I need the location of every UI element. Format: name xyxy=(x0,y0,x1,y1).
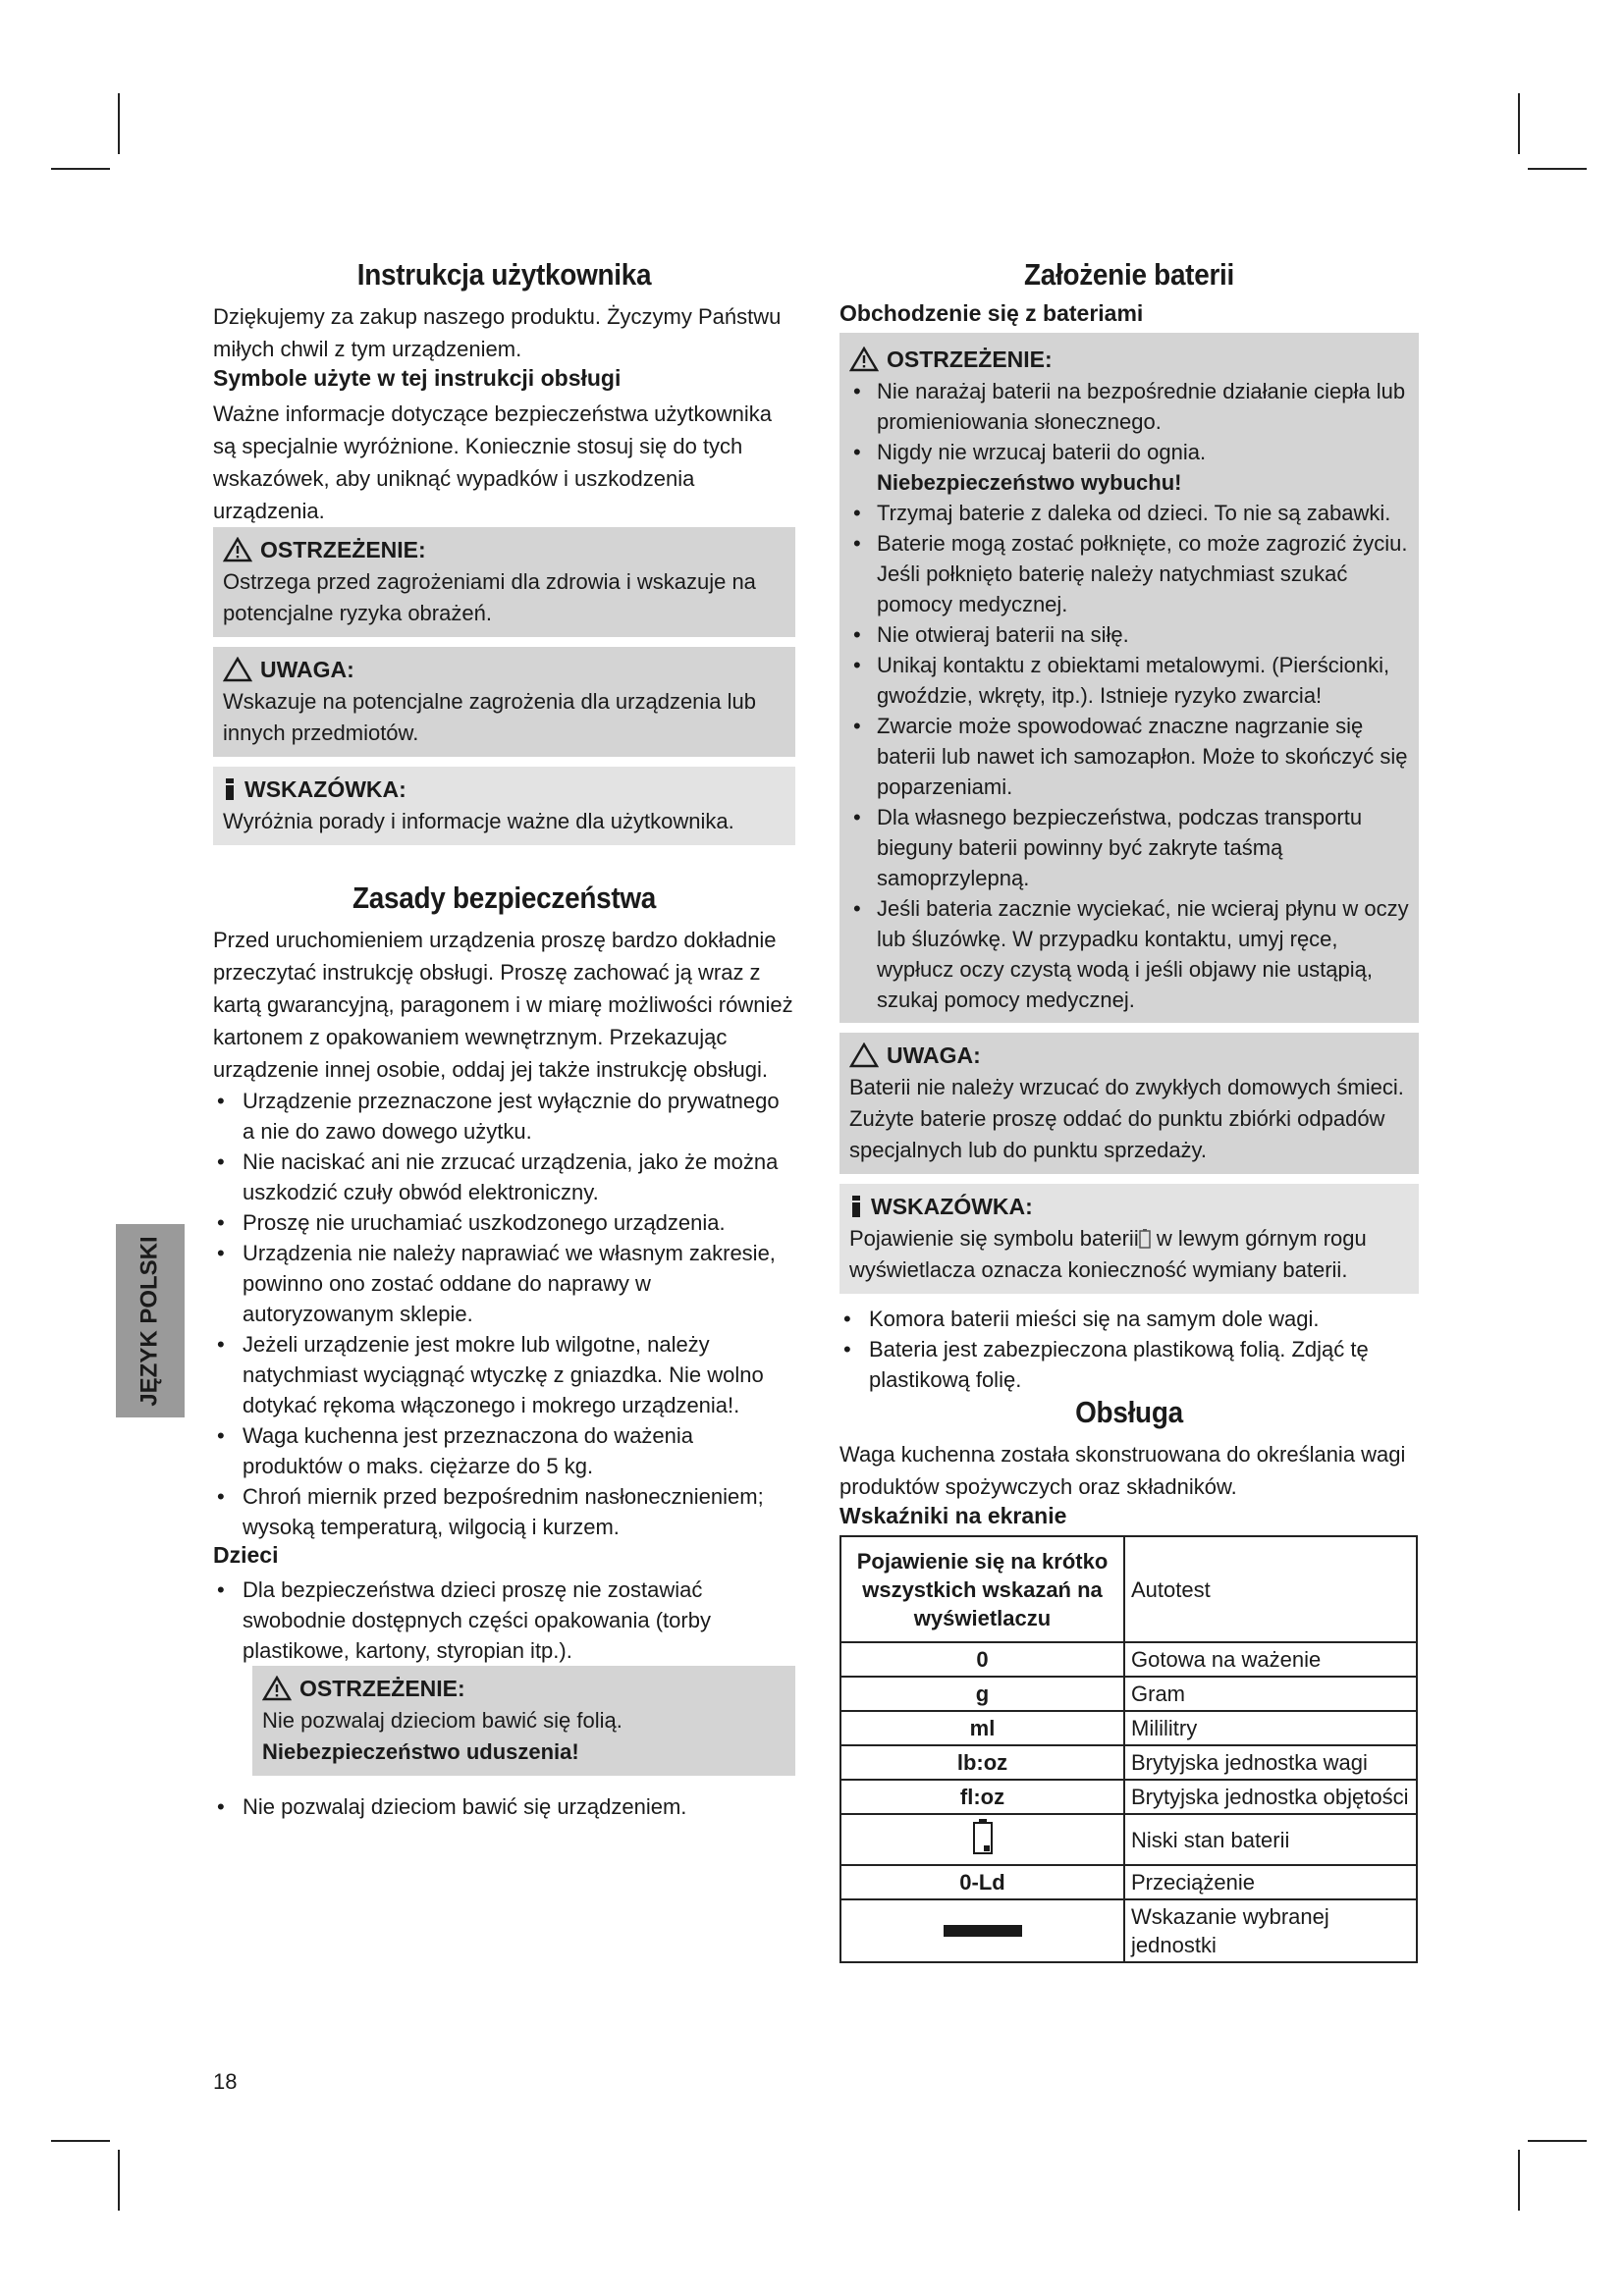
list-item: • Dla własnego bezpieczeństwa, podczas transportu bieguny baterii powinny być zakryte taśmą samoprzylepną. xyxy=(849,802,1409,893)
battery-note-title: WSKAZÓWKA: xyxy=(871,1194,1033,1219)
table-cell-symbol: g xyxy=(840,1677,1124,1711)
battery-list xyxy=(839,1304,1419,1395)
table-row xyxy=(840,1899,1417,1962)
info-icon xyxy=(223,776,237,802)
list-item: • Waga kuchenna jest przeznaczona do ważenia produktów o maks. ciężarze do 5 kg. xyxy=(213,1420,795,1481)
list-item: • Jeśli bateria zacznie wyciekać, nie wcieraj płynu w oczy lub śluzówkę. W przypadku kontaktu, umyj ręce, wypłucz oczy czystą wodą i jeśli objawy nie ustąpią, szukaj pomocy medycznej. xyxy=(849,893,1409,1015)
list-item: • Urządzenie przeznaczone jest wyłącznie do prywatnego a nie do zawo dowego użytku. xyxy=(213,1086,795,1147)
crop-mark xyxy=(51,2140,110,2142)
list-item: • Baterie mogą zostać połknięte, co może zagrozić życiu. Jeśli połknięto baterię należy natychmiast szukać pomocy medycznej. xyxy=(849,528,1409,619)
language-tab xyxy=(116,1224,185,1417)
display-heading: Wskaźniki na ekranie xyxy=(839,1503,1067,1528)
table-cell-description: Niski stan baterii xyxy=(1124,1814,1417,1865)
children-warning-text: Nie pozwalaj dzieciom bawić się folią. xyxy=(262,1708,623,1733)
table-cell-symbol xyxy=(840,1814,1124,1865)
table-row xyxy=(840,1780,1417,1814)
children-list-last xyxy=(213,1791,795,1822)
list-item: • Unikaj kontaktu z obiektami metalowymi. (Pierścionki, gwoździe, wkręty, itp.). Istnieje ryzyko zwarcia! xyxy=(849,650,1409,711)
table-row xyxy=(840,1536,1417,1642)
battery-caution-box xyxy=(839,1033,1419,1174)
info-icon xyxy=(849,1194,863,1219)
battery-title: Założenie baterii xyxy=(1023,257,1235,292)
table-cell-symbol: 0 xyxy=(840,1642,1124,1677)
table-row xyxy=(840,1711,1417,1745)
table-cell-description: Wskazanie wybranej jednostki xyxy=(1124,1899,1417,1962)
list-item: • Dla bezpieczeństwa dzieci proszę nie zostawiać swobodnie dostępnych części opakowania (torby plastikowe, kartony, styropian itp.). xyxy=(213,1575,795,1666)
table-cell-description: Mililitry xyxy=(1124,1711,1417,1745)
crop-mark xyxy=(51,168,110,170)
children-list xyxy=(213,1575,795,1666)
list-item: • Trzymaj baterie z daleka od dzieci. To nie są zabawki. xyxy=(849,498,1409,528)
user-manual-title: Instrukcja użytkownika xyxy=(356,257,652,292)
crop-mark xyxy=(1518,93,1520,154)
list-item: • Bateria jest zabezpieczona plastikową folią. Zdjąć tę plastikową folię. xyxy=(839,1334,1419,1395)
list-item: • Nigdy nie wrzucaj baterii do ognia. Niebezpieczeństwo wybuchu! xyxy=(849,437,1409,498)
list-item: • Urządzenia nie należy naprawiać we własnym zakresie, powinno ono zostać oddane do naprawy w autoryzowanym sklepie. xyxy=(213,1238,795,1329)
operation-title: Obsługa xyxy=(1075,1395,1183,1429)
battery-icon xyxy=(1139,1229,1151,1249)
caution-box-title: UWAGA: xyxy=(260,657,354,682)
battery-warning-box xyxy=(839,333,1419,1023)
table-row xyxy=(840,1814,1417,1865)
safety-title: Zasady bezpieczeństwa xyxy=(352,881,657,915)
table-row xyxy=(840,1865,1417,1899)
table-cell-description: Autotest xyxy=(1124,1536,1417,1642)
children-warning-title: OSTRZEŻENIE: xyxy=(299,1676,465,1701)
left-column xyxy=(213,257,795,1822)
crop-mark xyxy=(1528,168,1587,170)
warning-triangle-icon xyxy=(849,347,879,372)
list-item: • Proszę nie uruchamiać uszkodzonego urządzenia. xyxy=(213,1207,795,1238)
battery-low-icon xyxy=(972,1818,994,1855)
warning-box-title: OSTRZEŻENIE: xyxy=(260,537,426,562)
warning-box-text: Ostrzega przed zagrożeniami dla zdrowia i wskazuje na potencjalne ryzyka obrażeń. xyxy=(223,569,756,625)
list-item: • Nie narażaj baterii na bezpośrednie działanie ciepła lub promieniowania słonecznego. xyxy=(849,376,1409,437)
list-item: • Nie pozwalaj dzieciom bawić się urządzeniem. xyxy=(213,1791,795,1822)
battery-warning-list xyxy=(849,376,1409,1015)
table-cell-symbol: 0-Ld xyxy=(840,1865,1124,1899)
table-row xyxy=(840,1642,1417,1677)
table-cell-symbol: fl:oz xyxy=(840,1780,1124,1814)
table-cell-description: Brytyjska jednostka wagi xyxy=(1124,1745,1417,1780)
battery-note-text-end: w lewym górnym rogu wyświetlacza oznacza konieczność wymiany baterii. xyxy=(849,1226,1367,1282)
list-item: • Komora baterii mieści się na samym dole wagi. xyxy=(839,1304,1419,1334)
page-number: 18 xyxy=(213,2069,238,2094)
safety-list xyxy=(213,1086,795,1542)
crop-mark xyxy=(1518,2150,1520,2211)
caution-box xyxy=(213,647,795,757)
battery-caution-title: UWAGA: xyxy=(887,1042,981,1068)
operation-text: Waga kuchenna została skonstruowana do określania wagi produktów spożywczych oraz składników. xyxy=(839,1442,1406,1499)
table-cell-description: Przeciążenie xyxy=(1124,1865,1417,1899)
table-cell-symbol xyxy=(840,1899,1124,1962)
table-row xyxy=(840,1745,1417,1780)
intro-text: Dziękujemy za zakup naszego produktu. Życzymy Państwu miłych chwil z tym urządzeniem. xyxy=(213,304,782,361)
list-item: • Zwarcie może spowodować znaczne nagrzanie się baterii lub nawet ich samozapłon. Może to skończyć się poparzeniami. xyxy=(849,711,1409,802)
battery-note-text: Pojawienie się symbolu baterii xyxy=(849,1226,1139,1251)
list-item: • Chroń miernik przed bezpośrednim nasłonecznieniem; wysoką temperaturą, wilgocią i kurzem. xyxy=(213,1481,795,1542)
warning-triangle-icon xyxy=(262,1676,292,1701)
caution-box-text: Wskazuje na potencjalne zagrożenia dla urządzenia lub innych przedmiotów. xyxy=(223,689,757,745)
battery-warning-title: OSTRZEŻENIE: xyxy=(887,347,1053,372)
symbols-heading: Symbole użyte w tej instrukcji obsługi xyxy=(213,365,622,391)
warning-triangle-icon xyxy=(223,537,252,562)
children-warning-emphasis: Niebezpieczeństwo uduszenia! xyxy=(262,1739,579,1764)
safety-intro: Przed uruchomieniem urządzenia proszę bardzo dokładnie przeczytać instrukcję obsługi. Proszę zachować ją wraz z kartą gwarancyjną, paragonem i w miarę możliwości również kartonem z opakowaniem wewnętrznym. Przekazując urządzenie innej osobie, oddaj jej także instrukcję obsługi. xyxy=(213,928,793,1082)
crop-mark xyxy=(1528,2140,1587,2142)
display-table xyxy=(839,1535,1418,1963)
table-row xyxy=(840,1677,1417,1711)
caution-triangle-icon xyxy=(849,1042,879,1068)
table-cell-symbol: Pojawienie się na krótko wszystkich wskazań na wyświetlaczu xyxy=(840,1536,1124,1642)
table-cell-description: Gotowa na ważenie xyxy=(1124,1642,1417,1677)
list-item: • Jeżeli urządzenie jest mokre lub wilgotne, należy natychmiast wyciągnąć wtyczkę z gniazdka. Nie wolno dotykać rękoma włączonego i mokrego urządzenia!. xyxy=(213,1329,795,1420)
battery-handling-heading: Obchodzenie się z bateriami xyxy=(839,300,1144,326)
list-item: • Nie naciskać ani nie zrzucać urządzenia, jako że można uszkodzić czuły obwód elektroniczny. xyxy=(213,1147,795,1207)
caution-triangle-icon xyxy=(223,657,252,682)
warning-box xyxy=(213,527,795,637)
table-cell-symbol: ml xyxy=(840,1711,1124,1745)
note-box-title: WSKAZÓWKA: xyxy=(244,776,406,802)
crop-mark xyxy=(118,93,120,154)
crop-mark xyxy=(118,2150,120,2211)
table-cell-description: Brytyjska jednostka objętości xyxy=(1124,1780,1417,1814)
symbols-text: Ważne informacje dotyczące bezpieczeństwa użytkownika są specjalnie wyróżnione. Koniecznie stosuj się do tych wskazówek, aby uniknąć wypadków i uszkodzenia urządzenia. xyxy=(213,401,773,523)
battery-caution-text: Baterii nie należy wrzucać do zwykłych domowych śmieci. Zużyte baterie proszę oddać do punktu zbiórki odpadów specjalnych lub do punktu sprzedaży. xyxy=(849,1075,1404,1162)
list-item: • Nie otwieraj baterii na siłę. xyxy=(849,619,1409,650)
table-cell-symbol: lb:oz xyxy=(840,1745,1124,1780)
children-heading: Dzieci xyxy=(213,1542,279,1568)
language-tab-label: JĘZYK POLSKI xyxy=(136,1235,163,1407)
note-box xyxy=(213,767,795,845)
right-column xyxy=(839,257,1419,1963)
table-cell-description: Gram xyxy=(1124,1677,1417,1711)
battery-note-box xyxy=(839,1184,1419,1294)
unit-indicator-bar-icon xyxy=(944,1923,1022,1939)
note-box-text: Wyróżnia porady i informacje ważne dla użytkownika. xyxy=(223,809,734,833)
children-warning-box xyxy=(252,1666,795,1776)
